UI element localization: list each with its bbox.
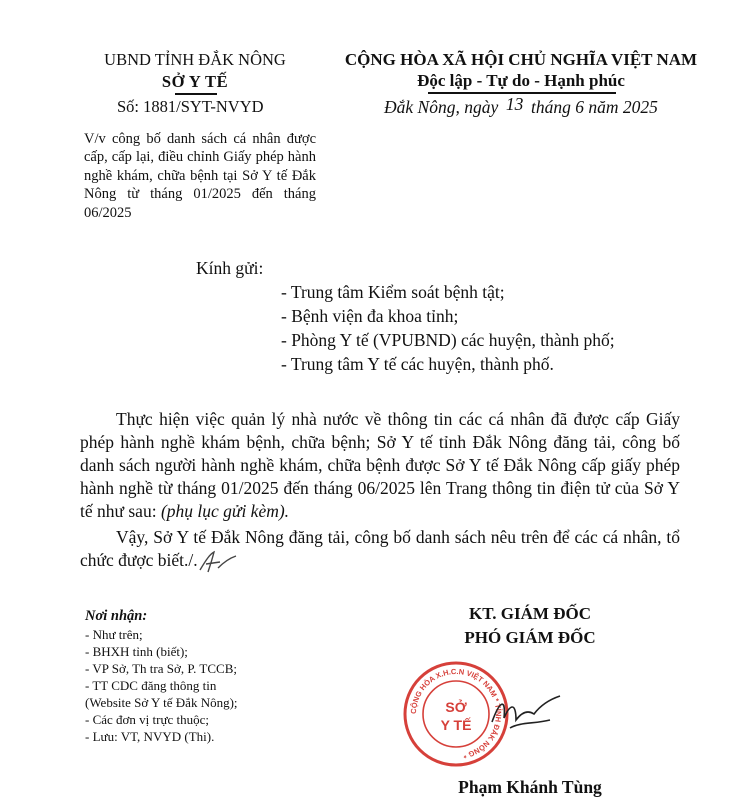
recipient-item: - Bệnh viện đa khoa tỉnh; (281, 306, 459, 326)
receiver-item: - TT CDC đăng thông tin (85, 678, 217, 693)
recipient-item: - Trung tâm Y tế các huyện, thành phố. (281, 354, 554, 374)
body-paragraph-1 (80, 408, 680, 523)
receiver-item: - Như trên; (85, 627, 143, 642)
document-number-value: 1881/SYT-NVYD (143, 97, 264, 116)
date-line (384, 94, 658, 118)
attachment-note: (phụ lục gửi kèm). (160, 501, 290, 521)
signer-title-1: KT. GIÁM ĐỐC (469, 604, 591, 623)
agency-name: SỞ Y TẾ (161, 72, 229, 91)
agency-underline (175, 93, 217, 95)
receiver-item: - Lưu: VT, NVYD (Thi). (85, 729, 215, 744)
signer-title-2: PHÓ GIÁM ĐỐC (464, 628, 596, 647)
greeting: Kính gửi: (196, 258, 264, 278)
stamp-center-line-2: Y TẾ (440, 717, 472, 733)
agency-parent: UBND TỈNH ĐẮK NÔNG (104, 50, 286, 69)
national-title: CỘNG HÒA XÃ HỘI CHỦ NGHĨA VIỆT NAM (344, 50, 698, 69)
signer-name: Phạm Khánh Tùng (458, 777, 602, 797)
document-number-label: Số: (117, 97, 140, 116)
recipient-item: - Phòng Y tế (VPUBND) các huyện, thành phố; (281, 330, 615, 350)
recipient-item: - Trung tâm Kiểm soát bệnh tật; (281, 282, 505, 302)
receiver-item: - BHXH tỉnh (biết); (85, 644, 188, 659)
date-suffix: tháng 6 năm 2025 (530, 97, 658, 117)
body-paragraph-1-text: Thực hiện việc quản lý nhà nước về thông tin các cá nhân đã được cấp Giấy phép hành nghề khám bệnh, chữa bệnh; Sở Y tế tỉnh Đắk Nông đăng tải, công bố danh sách người hành nghề khám, chữa bệnh được Sở Y tế Đắk Nông cấp giấy phép hành nghề từ tháng 01/2025 đến tháng 06/2025 lên Trang thông tin điện tử của Sở Y tế như sau: (80, 409, 680, 521)
receiver-item: - VP Sở, Th tra Sở, P. TCCB; (85, 661, 237, 676)
initials-mark (196, 548, 238, 576)
receiver-item: - Các đơn vị trực thuộc; (85, 712, 210, 727)
receiver-item: (Website Sở Y tế Đắk Nông); (85, 695, 238, 710)
handwritten-signature (490, 692, 562, 734)
national-motto: Độc lập - Tự do - Hạnh phúc (417, 71, 625, 90)
document-number (117, 97, 264, 117)
date-prefix: Đắk Nông, ngày (384, 97, 499, 117)
document-subject: V/v công bố danh sách cá nhân được cấp, cấp lại, điều chỉnh Giấy phép hành nghề khám, chữa bệnh tại Sở Y tế Đắk Nông từ tháng 01/2025 đến tháng 06/2025 (84, 131, 316, 221)
receivers-title: Nơi nhận: (85, 608, 148, 624)
stamp-center-line-1: SỞ (445, 699, 467, 715)
body-paragraph-2: Vậy, Sở Y tế Đắk Nông đăng tải, công bố danh sách nêu trên để các cá nhân, tổ chức được biết./. (80, 527, 680, 570)
stamp-ring-text: CỘNG HÒA X.H.C.N VIỆT NAM * TỈNH ĐẮK NÔNG * (408, 666, 504, 761)
date-day: 13 (505, 94, 524, 114)
